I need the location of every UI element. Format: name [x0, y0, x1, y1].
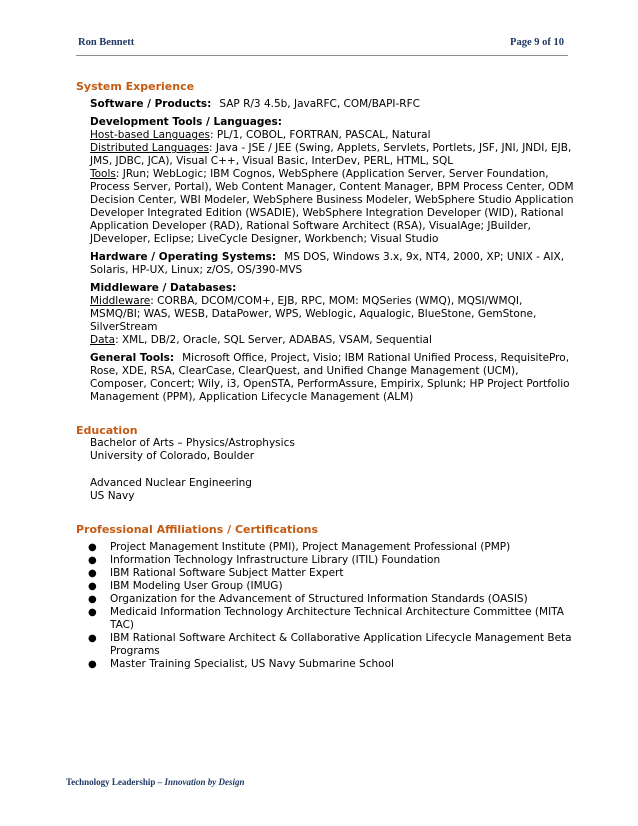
dev-tools-label: Development Tools / Languages: — [90, 116, 282, 128]
footer-lead: Technology Leadership – — [66, 777, 165, 787]
host-label: Host-based Languages — [90, 129, 211, 141]
certifications-list — [76, 541, 576, 671]
degree: Bachelor of Arts – Physics/Astrophysics — [90, 437, 295, 449]
header-divider — [76, 55, 568, 56]
bullet-icon: ● — [88, 607, 97, 618]
section-title-system-experience: System Experience — [76, 80, 195, 93]
hardware-label: Hardware / Operating Systems: — [90, 251, 277, 263]
training-org: US Navy — [90, 490, 135, 502]
bullet-icon: ● — [88, 581, 97, 592]
page-number: Page 9 of 10 — [510, 37, 564, 48]
bullet-icon: ● — [88, 568, 97, 579]
list-item: ● Master Training Specialist, US Navy Submarine School — [88, 658, 394, 670]
training: Advanced Nuclear Engineering — [90, 477, 252, 489]
resume-content — [76, 80, 576, 671]
section-title-affiliations: Professional Affiliations / Certifications — [76, 523, 318, 536]
bullet-icon: ● — [88, 659, 97, 670]
data — [90, 334, 576, 347]
footer-tagline: Innovation by Design — [164, 777, 245, 787]
middleware — [90, 295, 576, 334]
host-languages — [90, 129, 576, 142]
middleware-value: : CORBA, DCOM/COM+, EJB, RPC, MOM: MQSeries (WMQ), MQSI/WMQI, MSMQ/BI; WAS, WESB, DataPower, WPS, Weblogic, Aqualogic, BlueStone, GemStone, SilverStream — [90, 295, 537, 333]
hardware-value: MS DOS, Windows 3.x, 9x, NT4, 2000, XP; UNIX - AIX, Solaris, HP-UX, Linux; z/OS, OS/390-MVS — [90, 251, 565, 276]
affiliations-section — [76, 523, 576, 671]
list-item: ● IBM Rational Software Architect & Collaborative Application Lifecycle Management Beta Programs — [88, 632, 572, 657]
software-products — [90, 98, 576, 111]
hardware-os — [90, 251, 576, 277]
data-value: : XML, DB/2, Oracle, SQL Server, ADABAS, VSAM, Sequential — [115, 334, 432, 346]
author-name: Ron Bennett — [78, 37, 135, 48]
host-value: : PL/1, COBOL, FORTRAN, PASCAL, Natural — [210, 129, 431, 141]
dist-label: Distributed Languages — [90, 142, 210, 154]
bullet-icon: ● — [88, 633, 97, 644]
bullet-icon: ● — [88, 555, 97, 566]
software-value: SAP R/3 4.5b, JavaRFC, COM/BAPI-RFC — [219, 98, 420, 110]
general-tools — [90, 352, 576, 404]
school: University of Colorado, Boulder — [90, 450, 255, 462]
list-item: ● Project Management Institute (PMI), Project Management Professional (PMP) — [88, 541, 511, 553]
general-label: General Tools: — [90, 352, 175, 364]
general-value: Microsoft Office, Project, Visio; IBM Rational Unified Process, RequisitePro, Rose, XDE, RSA, ClearCase, ClearQuest, and Unified Change Management (UCM), Composer, Concert; Wily, i3, OpenSTA, PerformAssure, Empirix, Splunk; HP Project Portfolio Management (PPM), Application Lifecycle Management (ALM) — [90, 352, 570, 403]
dist-value: : Java - JSE / JEE (Swing, Applets, Servlets, Portlets, JSF, JNI, JNDI, EJB, JMS, JDBC, JCA), Visual C++, Visual Basic, InterDev, PERL, HTML, SQL — [90, 142, 572, 167]
system-experience-section — [76, 80, 576, 404]
list-item: ● Information Technology Infrastructure Library (ITIL) Foundation — [88, 554, 441, 566]
section-title-education: Education — [76, 424, 138, 437]
page-header — [78, 37, 564, 55]
middleware-db-label: Middleware / Databases: — [90, 282, 237, 294]
list-item: ● IBM Modeling User Group (IMUG) — [88, 580, 283, 592]
tools — [90, 168, 576, 246]
education-section — [76, 424, 576, 503]
software-label: Software / Products: — [90, 98, 212, 110]
tools-value: : JRun; WebLogic; IBM Cognos, WebSphere (Application Server, Server Foundation, Process Server, Portal), Web Content Manager, Content Manager, BPM Process Center, ODM Decision Center, WBI Modeler, WebSphere Business Modeler, WebSphere Studio Application Developer Integrated Edition (WSADIE), WebSphere Integration Developer (WID), Rational Application Developer (RAD), Rational Software Architect (RSA), VisualAge; JBuilder, JDeveloper, Eclipse; LiveCycle Designer, Workbench; Visual Studio — [90, 168, 574, 245]
list-item: ● Organization for the Advancement of Structured Information Standards (OASIS) — [88, 593, 528, 605]
data-label: Data — [90, 334, 116, 346]
list-item: ● IBM Rational Software Subject Matter Expert — [88, 567, 344, 579]
middleware-label: Middleware — [90, 295, 151, 307]
bullet-icon: ● — [88, 542, 97, 553]
list-item: ● Medicaid Information Technology Architecture Technical Architecture Committee (MITA TAC) — [88, 606, 564, 631]
bullet-icon: ● — [88, 594, 97, 605]
distributed-languages — [90, 142, 576, 168]
tools-label: Tools — [90, 168, 116, 180]
page-footer — [66, 777, 244, 787]
